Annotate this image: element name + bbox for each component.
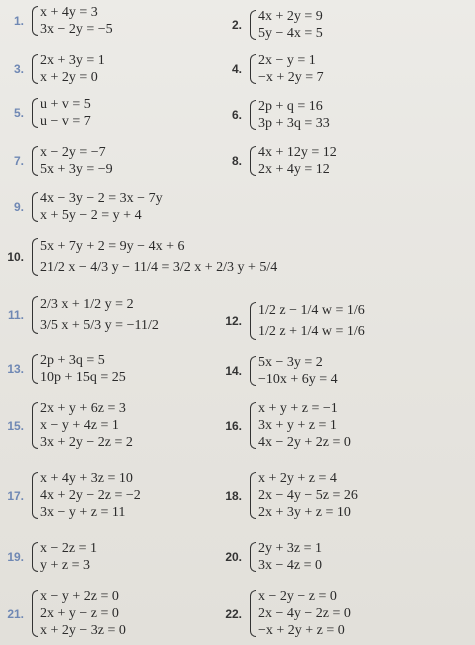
- equation: 21/2 x − 4/3 y − 11/4 = 3/2 x + 2/3 y + 5/4: [40, 260, 278, 275]
- equation: 2x − y = 1: [258, 53, 316, 68]
- equation-system: [248, 400, 351, 451]
- problem-number: 21.: [7, 606, 24, 621]
- problem-number: 13.: [7, 362, 24, 376]
- equation: 5x + 3y = −9: [40, 162, 113, 177]
- equation: 2x + y − z = 0: [40, 606, 119, 621]
- problem-19: [2, 540, 97, 574]
- equation: 4x + 12y = 12: [258, 145, 337, 160]
- problem-2: [220, 8, 323, 42]
- problem-number: 15.: [7, 418, 24, 433]
- equation: u + v = 5: [40, 97, 91, 112]
- problem-17: [2, 470, 141, 521]
- equation: x + 4y = 3: [40, 5, 98, 20]
- equation: 2x + 4y = 12: [258, 162, 330, 177]
- equation-system: [248, 540, 322, 574]
- equation: u − v = 7: [40, 114, 91, 129]
- equation: 3/5 x + 5/3 y = −11/2: [40, 318, 159, 333]
- equation: 3x − y + z = 11: [40, 505, 126, 520]
- equation: 5y − 4x = 5: [258, 26, 323, 41]
- problem-4: [220, 52, 324, 86]
- problem-22: [220, 588, 351, 639]
- equation: y + z = 3: [40, 558, 91, 573]
- equation: 2/3 x + 1/2 y = 2: [40, 297, 134, 312]
- equation: 2x + 3y + z = 10: [258, 505, 351, 520]
- problem-9: [2, 190, 163, 224]
- problem-12: [220, 300, 365, 342]
- equation-system: [30, 96, 91, 130]
- equation: x − 2y − z = 0: [258, 589, 337, 604]
- equation: −x + 2y = 7: [258, 70, 324, 85]
- equation: −10x + 6y = 4: [258, 372, 338, 387]
- equation-system: [30, 588, 126, 639]
- equation: 3x − 4z = 0: [258, 558, 323, 573]
- problem-5: [2, 96, 91, 130]
- equation-system: [248, 52, 324, 86]
- equation: 4x − 2y + 2z = 0: [258, 435, 351, 450]
- problem-number: 2.: [231, 18, 242, 32]
- equation-system: [248, 300, 365, 342]
- equation: 3x + 2y − 2z = 2: [40, 435, 133, 450]
- problem-1: [2, 4, 113, 38]
- equation-system: [248, 588, 351, 639]
- equation-system: [30, 470, 141, 521]
- problem-number: 9.: [13, 200, 24, 214]
- equation-system: [30, 144, 113, 178]
- problem-number: 4.: [231, 62, 242, 76]
- equation: 2p + 3q = 5: [40, 353, 105, 368]
- equation: x + 2y − 3z = 0: [40, 623, 126, 638]
- problem-number: 22.: [225, 606, 242, 621]
- equation: 5x + 7y + 2 = 9y − 4x + 6: [40, 239, 185, 254]
- problem-number: 14.: [225, 364, 242, 378]
- equation: x − y + 4z = 1: [40, 418, 119, 433]
- equation: x + 2y + z = 4: [258, 471, 337, 486]
- equation: x − 2z = 1: [40, 541, 98, 556]
- equation-system: [30, 4, 113, 38]
- problem-number: 6.: [231, 108, 242, 122]
- equation: 1/2 z + 1/4 w = 1/6: [258, 324, 365, 339]
- problem-number: 20.: [225, 550, 242, 564]
- equation-system: [30, 540, 97, 574]
- problem-number: 12.: [225, 314, 242, 328]
- problem-number: 18.: [225, 488, 242, 503]
- problem-15: [2, 400, 133, 451]
- equation-system: [248, 98, 330, 132]
- problem-14: [220, 354, 338, 388]
- equation: x + 5y − 2 = y + 4: [40, 208, 142, 223]
- problem-7: [2, 144, 113, 178]
- equation: −x + 2y + z = 0: [258, 623, 345, 638]
- equation-system: [248, 8, 323, 42]
- problem-21: [2, 588, 126, 639]
- equation: 4x + 2y − 2z = −2: [40, 488, 141, 503]
- equation-system: [30, 52, 105, 86]
- problem-number: 16.: [225, 418, 242, 433]
- equation: 2x + y + 6z = 3: [40, 401, 126, 416]
- equation-system: [248, 470, 358, 521]
- problem-number: 3.: [13, 62, 24, 76]
- equation-system: [30, 352, 126, 386]
- problem-18: [220, 470, 358, 521]
- problem-number: 5.: [13, 106, 24, 120]
- equation: 2x − 4y − 5z = 26: [258, 488, 358, 503]
- problem-number: 7.: [13, 154, 24, 168]
- equation: 1/2 z − 1/4 w = 1/6: [258, 303, 365, 318]
- equation-system: [248, 144, 337, 178]
- problem-8: [220, 144, 337, 178]
- equation: 2p + q = 16: [258, 99, 323, 114]
- equation: x + 4y + 3z = 10: [40, 471, 133, 486]
- equation: 3x − 2y = −5: [40, 22, 113, 37]
- equation: x + 2y = 0: [40, 70, 98, 85]
- problem-13: [2, 352, 126, 386]
- problem-number: 11.: [7, 308, 24, 322]
- equation: 4x − 3y − 2 = 3x − 7y: [40, 191, 163, 206]
- equation: 2x + 3y = 1: [40, 53, 105, 68]
- equation-system: [30, 400, 133, 451]
- equation: x − y + 2z = 0: [40, 589, 119, 604]
- problem-16: [220, 400, 351, 451]
- equation: 3p + 3q = 33: [258, 116, 330, 131]
- equation: x + y + z = −1: [258, 401, 338, 416]
- equation: 2y + 3z = 1: [258, 541, 323, 556]
- equation: 5x − 3y = 2: [258, 355, 323, 370]
- problem-number: 1.: [13, 14, 24, 28]
- equation-system: [30, 190, 163, 224]
- problem-number: 8.: [231, 154, 242, 168]
- equation: 4x + 2y = 9: [258, 9, 323, 24]
- problem-11: [2, 294, 159, 336]
- problem-number: 17.: [7, 488, 24, 503]
- equation: 2x − 4y − 2z = 0: [258, 606, 351, 621]
- equation-system: [30, 236, 277, 278]
- problem-3: [2, 52, 105, 86]
- equation: 3x + y + z = 1: [258, 418, 337, 433]
- problem-10: [2, 236, 277, 278]
- equation-system: [30, 294, 159, 336]
- problem-number: 19.: [7, 550, 24, 564]
- problem-number: 10.: [7, 250, 24, 264]
- equation: x − 2y = −7: [40, 145, 106, 160]
- problem-6: [220, 98, 330, 132]
- equation: 10p + 15q = 25: [40, 370, 126, 385]
- equation-system: [248, 354, 338, 388]
- problem-20: [220, 540, 322, 574]
